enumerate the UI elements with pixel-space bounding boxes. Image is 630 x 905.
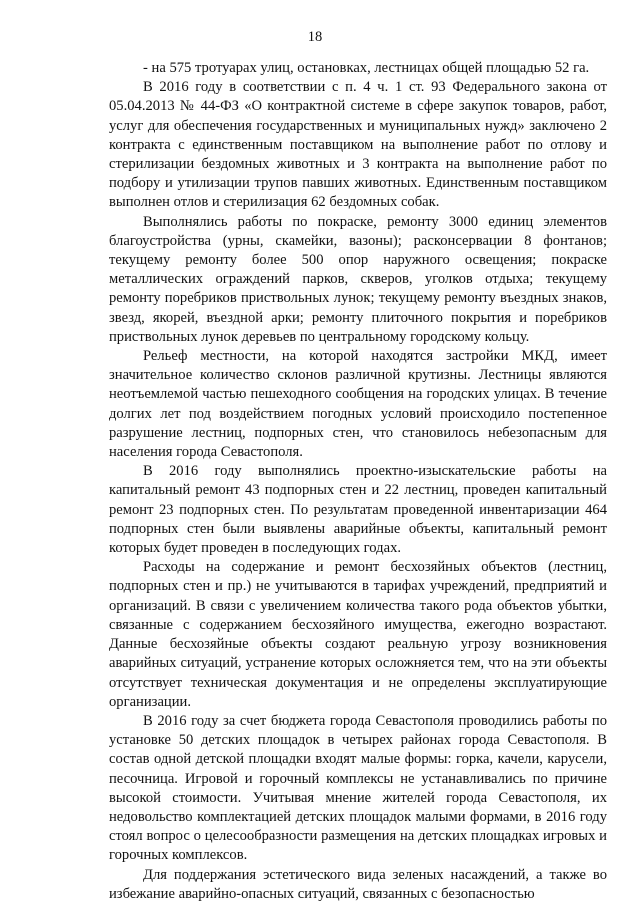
paragraph-retaining-walls: В 2016 году выполнялись проектно-изыскательские работы на капитальный ремонт 43 подпорных стен и 22 лестниц, проведен капитальный ремонт 23 подпорных стен. По результатам проведенной инвентаризации 464 подпорных стен были выявлены аварийные объекты, капитальный ремонт которых будет проведен в последующих годах.: [109, 463, 607, 557]
paragraph-landscaping-works: Выполнялись работы по покраске, ремонту 3000 единиц элементов благоустройства (урны, скамейки, вазоны); расконсервации 8 фонтанов; текущему ремонту более 500 опор наружного освещения; покраске металлических ограждений парков, скверов, уголков отдыха; текущему ремонту поребриков приствольных лунок; текущему ремонту въездных знаков, звезд, якорей, въездной арки; ремонту плиточного покрытия и поребриков приствольных лунок деревьев по центральному городскому кольцу.: [109, 213, 607, 345]
page-number: 18: [307, 29, 323, 45]
paragraph-playgrounds: В 2016 году за счет бюджета города Севастополя проводились работы по установке 50 детских площадок в четырех районах города Севастополя. В состав одной детской площадки входят малые формы: горка, качели, карусели, песочница. Игровой и горочный комплексы не устанавливались по причине высокой стоимости. Учитывая мнение жителей города Севастополя, их недовольство комплектацией детских площадок малыми формами, в 2016 году стоял вопрос о целесообразности размещения на детских площадках игровых и горочных комплексов.: [109, 712, 607, 864]
paragraph-green-plantings: Для поддержания эстетического вида зеленых насаждений, а также во избежание аварийно-опасных ситуаций, связанных с безопасностью: [109, 866, 607, 902]
paragraph-terrain-stairs: Рельеф местности, на которой находятся застройки МКД, имеет значительное количество склонов различной крутизны. Лестницы являются неотъемлемой частью пешеходного сообщения на городских улицах. В течение долгих лет под воздействием погодных условий происходило постепенное разрушение лестниц, подпорных стен, что становилось небезопасным для населения города Севастополя.: [109, 348, 607, 461]
paragraph-sidewalks: - на 575 тротуарах улиц, остановках, лестницах общей площадью 52 га.: [143, 60, 590, 76]
document-body: [109, 59, 607, 904]
paragraph-ownerless-objects: Расходы на содержание и ремонт бесхозяйных объектов (лестниц, подпорных стен и пр.) не учитываются в тарифах учреждений, предприятий и организаций. В связи с увеличением количества такого рода объектов убытки, связанные с содержанием бесхозяйного имущества, ежегодно возрастают. Данные бесхозяйные объекты создают реальную угрозу возникновения аварийных ситуаций, устранение которых осложняется тем, что на эти объекты отсутствует техническая документация и не определены эксплуатирующие организации.: [109, 559, 607, 710]
paragraph-animal-contracts: В 2016 году в соответствии с п. 4 ч. 1 ст. 93 Федерального закона от 05.04.2013 № 44-ФЗ «О контрактной системе в сфере закупок товаров, работ, услуг для обеспечения государственных и муниципальных нужд» заключено 2 контракта с единственным поставщиком на выполнение работ по отлову и стерилизации бездомных животных и 3 контракта на выполнение работ по подбору и утилизации трупов павших животных. Единственным поставщиком выполнен отлов и стерилизация 62 бездомных собак.: [109, 79, 607, 211]
